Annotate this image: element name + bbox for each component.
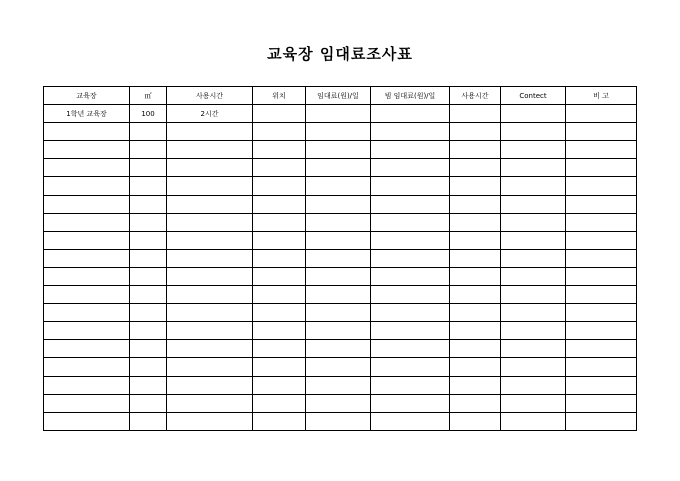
table-cell (167, 412, 253, 430)
table-cell (306, 195, 371, 213)
table-row (44, 177, 637, 195)
table-cell (44, 358, 130, 376)
table-row (44, 376, 637, 394)
table-cell (44, 322, 130, 340)
header-contact: Contect (501, 87, 566, 105)
table-cell (306, 123, 371, 141)
table-cell (371, 376, 450, 394)
document-title: 교육장 임대료조사표 (267, 45, 413, 63)
table-cell (130, 358, 167, 376)
table-cell (44, 394, 130, 412)
table-cell (566, 249, 637, 267)
table-cell (371, 412, 450, 430)
table-cell (501, 123, 566, 141)
table-header-row (44, 87, 637, 105)
table-cell (253, 105, 306, 123)
table-cell (371, 394, 450, 412)
table-cell (167, 358, 253, 376)
table-cell (130, 249, 167, 267)
table-cell (306, 105, 371, 123)
rental-survey-table (43, 86, 637, 431)
header-usage-time-2: 사용시간 (450, 87, 501, 105)
table-cell (167, 340, 253, 358)
table-cell (450, 177, 501, 195)
table-cell (371, 249, 450, 267)
table-cell (306, 304, 371, 322)
table-cell (306, 394, 371, 412)
table-cell (130, 213, 167, 231)
table-cell (501, 105, 566, 123)
table-cell (167, 141, 253, 159)
table-cell (501, 322, 566, 340)
table-cell (306, 322, 371, 340)
table-cell (253, 177, 306, 195)
table-cell (253, 358, 306, 376)
table-row (44, 304, 637, 322)
table-row (44, 394, 637, 412)
table-row (44, 286, 637, 304)
table-cell (371, 286, 450, 304)
table-cell: 100 (130, 105, 167, 123)
table-cell (167, 213, 253, 231)
table-cell (501, 249, 566, 267)
table-cell (167, 394, 253, 412)
table-cell (566, 340, 637, 358)
table-cell (130, 376, 167, 394)
table-cell (130, 394, 167, 412)
table-cell (306, 231, 371, 249)
table-cell (371, 141, 450, 159)
header-remarks: 비 고 (566, 87, 637, 105)
table-cell (501, 412, 566, 430)
table-cell (130, 141, 167, 159)
table-cell (566, 213, 637, 231)
table-cell (306, 412, 371, 430)
table-cell (44, 376, 130, 394)
table-cell (501, 231, 566, 249)
table-cell (167, 286, 253, 304)
table-row (44, 159, 637, 177)
table-cell (501, 340, 566, 358)
table-cell (566, 267, 637, 285)
table-cell (371, 322, 450, 340)
table-cell (167, 123, 253, 141)
table-cell (130, 304, 167, 322)
table-cell (306, 286, 371, 304)
table-row (44, 231, 637, 249)
table-cell (501, 267, 566, 285)
table-cell (501, 286, 566, 304)
table-row (44, 340, 637, 358)
table-cell (306, 340, 371, 358)
table-cell (253, 195, 306, 213)
table-cell (450, 267, 501, 285)
table-cell (253, 123, 306, 141)
table-cell (450, 340, 501, 358)
table-cell (501, 141, 566, 159)
table-row (44, 267, 637, 285)
header-venue: 교육장 (44, 87, 130, 105)
table-cell: 1학년 교육장 (44, 105, 130, 123)
table-cell (253, 376, 306, 394)
table-cell (501, 358, 566, 376)
table-cell (371, 267, 450, 285)
table-cell (371, 105, 450, 123)
table-cell (501, 376, 566, 394)
table-cell (371, 123, 450, 141)
table-row (44, 123, 637, 141)
table-cell (450, 159, 501, 177)
table-cell (566, 412, 637, 430)
header-rent-per-day: 임대료(원)/일 (306, 87, 371, 105)
table-cell (450, 195, 501, 213)
table-cell (44, 177, 130, 195)
table-cell (450, 394, 501, 412)
table-cell (306, 177, 371, 195)
table-cell (253, 231, 306, 249)
table-cell (253, 213, 306, 231)
table-cell (371, 304, 450, 322)
table-row (44, 322, 637, 340)
table-cell (167, 231, 253, 249)
table-cell (306, 213, 371, 231)
table-cell (253, 322, 306, 340)
table-cell (130, 286, 167, 304)
table-cell (167, 376, 253, 394)
table-row (44, 249, 637, 267)
table-cell (167, 195, 253, 213)
table-cell (450, 304, 501, 322)
table-cell (44, 304, 130, 322)
table-cell (167, 159, 253, 177)
table-cell (44, 267, 130, 285)
table-body (44, 105, 637, 431)
table-cell: 2시간 (167, 105, 253, 123)
table-cell (167, 304, 253, 322)
table-cell (130, 159, 167, 177)
table-cell (44, 231, 130, 249)
table-cell (566, 177, 637, 195)
table-cell (130, 177, 167, 195)
table-cell (566, 123, 637, 141)
table-cell (566, 286, 637, 304)
table-row (44, 213, 637, 231)
table-cell (306, 358, 371, 376)
table-cell (450, 123, 501, 141)
table-cell (450, 231, 501, 249)
table-cell (253, 267, 306, 285)
table-cell (253, 412, 306, 430)
table-cell (501, 213, 566, 231)
table-row (44, 195, 637, 213)
table-cell (44, 195, 130, 213)
table-cell (130, 322, 167, 340)
table-cell (306, 141, 371, 159)
table-cell (130, 231, 167, 249)
table-row (44, 105, 637, 123)
table-cell (371, 177, 450, 195)
table-row (44, 412, 637, 430)
table-cell (501, 195, 566, 213)
table-cell (130, 340, 167, 358)
table-cell (501, 177, 566, 195)
table-cell (566, 141, 637, 159)
table-cell (371, 213, 450, 231)
table-cell (566, 195, 637, 213)
header-location: 위치 (253, 87, 306, 105)
table-cell (371, 231, 450, 249)
table-row (44, 358, 637, 376)
table-cell (566, 358, 637, 376)
table-cell (371, 159, 450, 177)
table-row (44, 141, 637, 159)
table-cell (371, 358, 450, 376)
table-cell (167, 249, 253, 267)
table-cell (566, 394, 637, 412)
table-cell (44, 141, 130, 159)
table-cell (566, 322, 637, 340)
table-cell (450, 358, 501, 376)
table-cell (501, 159, 566, 177)
table-cell (253, 304, 306, 322)
table-cell (566, 304, 637, 322)
table-cell (450, 213, 501, 231)
table-cell (44, 286, 130, 304)
table-cell (306, 267, 371, 285)
table-cell (450, 376, 501, 394)
table-cell (167, 177, 253, 195)
table-cell (450, 141, 501, 159)
header-usage-time: 사용시간 (167, 87, 253, 105)
table-cell (253, 249, 306, 267)
table-cell (501, 304, 566, 322)
table-cell (450, 105, 501, 123)
table-cell (371, 195, 450, 213)
table-cell (450, 249, 501, 267)
table-cell (566, 159, 637, 177)
table-cell (253, 141, 306, 159)
table-cell (566, 105, 637, 123)
table-cell (44, 213, 130, 231)
table-cell (306, 376, 371, 394)
table-cell (253, 340, 306, 358)
table-cell (306, 159, 371, 177)
table-cell (44, 249, 130, 267)
table-cell (44, 159, 130, 177)
table-cell (306, 249, 371, 267)
table-cell (130, 123, 167, 141)
table-cell (371, 340, 450, 358)
table-cell (167, 267, 253, 285)
table-cell (450, 412, 501, 430)
table-cell (566, 231, 637, 249)
table-cell (44, 412, 130, 430)
table-cell (253, 286, 306, 304)
table-cell (501, 394, 566, 412)
table-cell (450, 322, 501, 340)
table-cell (566, 376, 637, 394)
table-cell (253, 394, 306, 412)
table-cell (130, 412, 167, 430)
table-cell (167, 322, 253, 340)
table-cell (44, 340, 130, 358)
table-cell (450, 286, 501, 304)
table-cell (44, 123, 130, 141)
table-cell (130, 195, 167, 213)
header-area: ㎡ (130, 87, 167, 105)
header-projector-rent-per-day: 빔 임대료(원)/일 (371, 87, 450, 105)
table-cell (130, 267, 167, 285)
table-cell (253, 159, 306, 177)
